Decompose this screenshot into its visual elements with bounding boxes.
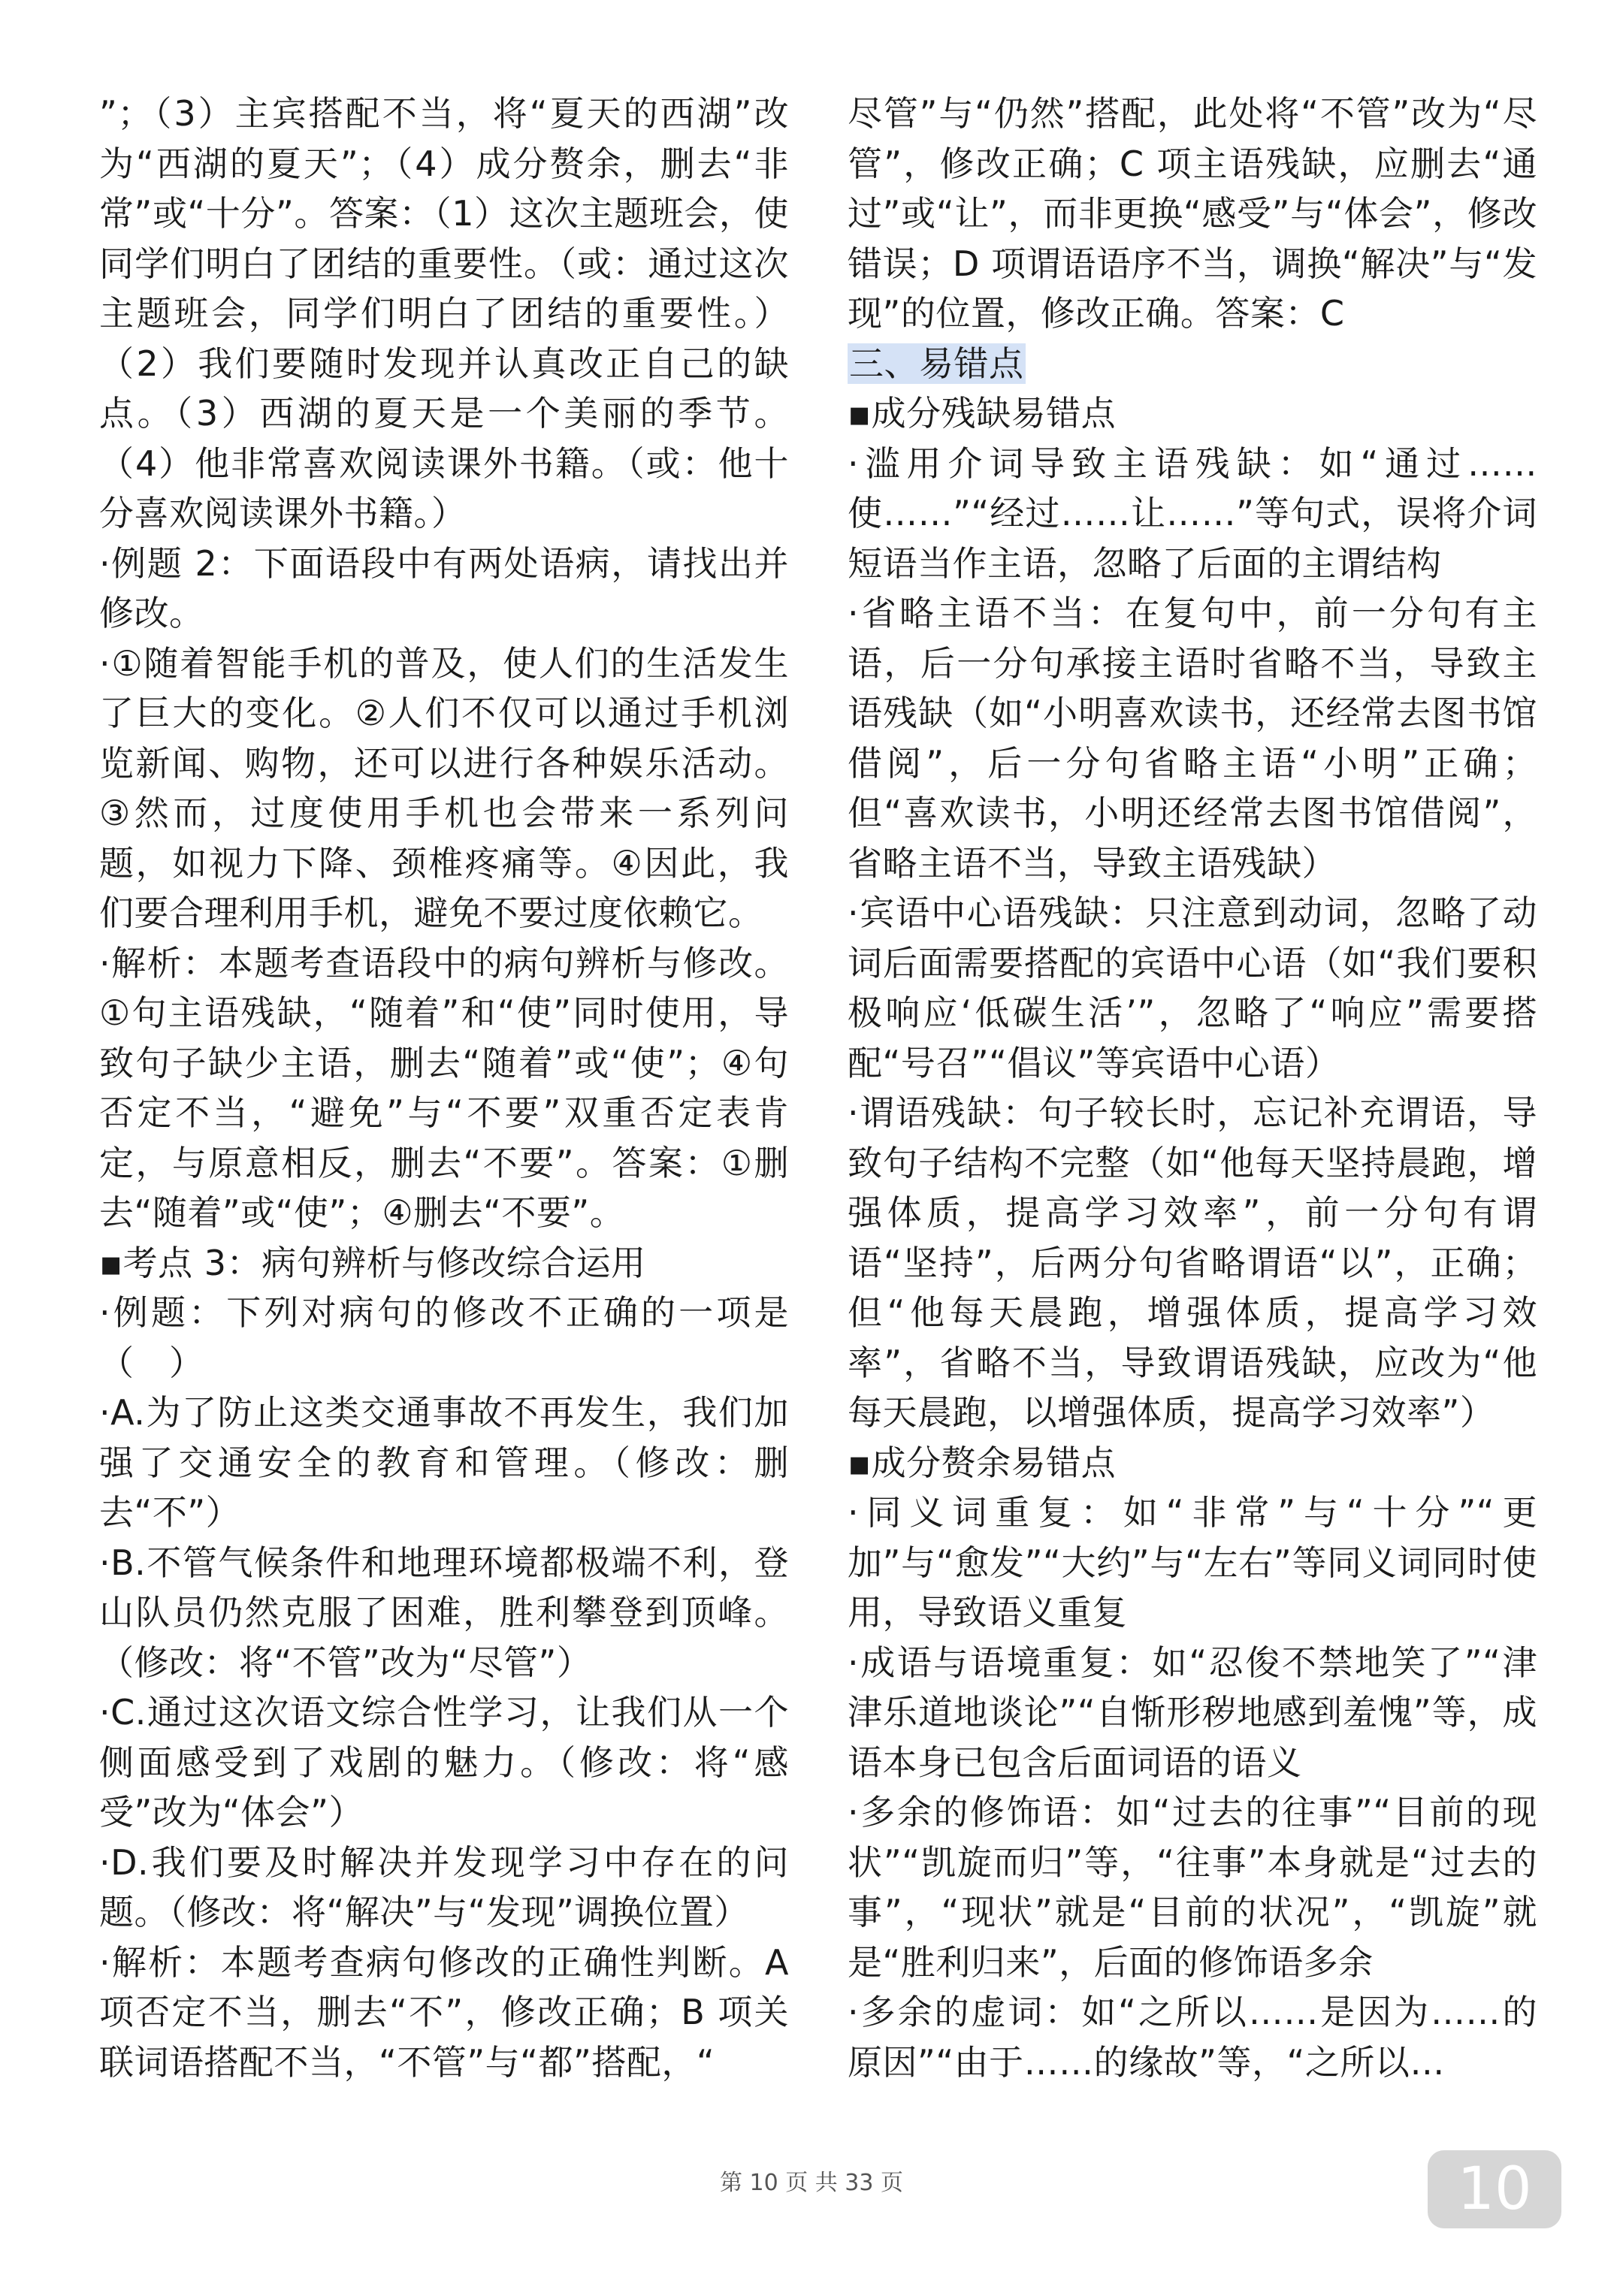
- paragraph: ·C.通过这次语文综合性学习，让我们从一个侧面感受到了戏剧的魅力。（修改：将“感受”改为“体会”）: [99, 1692, 789, 1832]
- paragraph: ·B.不管气候条件和地理环境都极端不利，登山队员仍然克服了困难，胜利攀登到顶峰。（修改：将“不管”改为“尽管”）: [99, 1542, 789, 1683]
- paragraph: ·谓语残缺：句子较长时，忘记补充谓语，导致句子结构不完整（如“他每天坚持晨跑，增强体质，提高学习效率”，前一分句有谓语“坚持”，后两分句省略谓语“以”，正确；但“他每天晨跑，增强体质，提高学习效率”，省略不当，导致谓语残缺，应改为“他每天晨跑，以增强体质，提高学习效率”）: [848, 1092, 1537, 1433]
- paragraph: ·滥用介词导致主语残缺：如“通过……使……”“经过……让……”等句式，误将介词短语当作主语，忽略了后面的主谓结构: [848, 443, 1537, 584]
- right-column: [848, 89, 1537, 2087]
- paragraph: ·A.为了防止这类交通事故不再发生，我们加强了交通安全的教育和管理。（修改：删去“不”）: [99, 1392, 789, 1533]
- paragraph: 尽管”与“仍然”搭配，此处将“不管”改为“尽管”，修改正确；C 项主语残缺，应删去“通过”或“让”，而非更换“感受”与“体会”，修改错误；D 项谓语语序不当，调换“解决”与“发现”的位置，修改正确。答案：C: [848, 93, 1537, 334]
- paragraph: ·多余的修饰语：如“过去的往事”“目前的现状”“凯旋而归”等，“往事”本身就是“过去的事”，“现状”就是“目前的状况”，“凯旋”就是“胜利归来”，后面的修饰语多余: [848, 1792, 1537, 1983]
- page-footer: 第 10 页 共 33 页: [719, 2170, 904, 2196]
- section-heading: ▪成分残缺易错点: [848, 393, 1117, 434]
- paragraph: ·解析：本题考查语段中的病句辨析与修改。①句主语残缺，“随着”和“使”同时使用，导致句子缺少主语，删去“随着”或“使”；④句否定不当，“避免”与“不要”双重否定表肯定，与原意相反，删去“不要”。答案：①删去“随着”或“使”；④删去“不要”。: [99, 942, 789, 1233]
- paragraph: ·①随着智能手机的普及，使人们的生活发生了巨大的变化。②人们不仅可以通过手机浏览新闻、购物，还可以进行各种娱乐活动。③然而，过度使用手机也会带来一系列问题，如视力下降、颈椎疼痛等。④因此，我们要合理利用手机，避免不要过度依赖它。: [99, 642, 789, 933]
- paragraph: ·例题：下列对病句的修改不正确的一项是（ ）: [99, 1292, 789, 1383]
- paragraph: ·成语与语境重复：如“忍俊不禁地笑了”“津津乐道地谈论”“自惭形秽地感到羞愧”等，成语本身已包含后面词语的语义: [848, 1642, 1537, 1783]
- section-title: 三、易错点: [849, 343, 1024, 384]
- section-heading: ▪成分赘余易错点: [848, 1442, 1117, 1483]
- paragraph: ·省略主语不当：在复句中，前一分句有主语，后一分句承接主语时省略不当，导致主语残缺（如“小明喜欢读书，还经常去图书馆借阅”，后一分句省略主语“小明”正确；但“喜欢读书，小明还经常去图书馆借阅”，省略主语不当，导致主语残缺）: [848, 593, 1537, 884]
- paragraph: ·多余的虚词：如“之所以……是因为……的原因”“由于……的缘故”等，“之所以…: [848, 1992, 1537, 2083]
- page-number-badge: 10: [1428, 2150, 1561, 2228]
- section-title-paragraph: [848, 339, 1537, 389]
- paragraph: ·D.我们要及时解决并发现学习中存在的问题。（修改：将“解决”与“发现”调换位置）: [99, 1841, 789, 1932]
- left-column: [99, 89, 789, 2087]
- paragraph: ·宾语中心语残缺：只注意到动词，忽略了动词后面需要搭配的宾语中心语（如“我们要积极响应‘低碳生活’”，忽略了“响应”需要搭配“号召”“倡议”等宾语中心语）: [848, 893, 1537, 1083]
- paragraph: ·例题 2：下面语段中有两处语病，请找出并修改。: [99, 542, 789, 633]
- paragraph: ·同义词重复：如“非常”与“十分”“更加”与“愈发”“大约”与“左右”等同义词同时使用，导致语义重复: [848, 1492, 1537, 1633]
- paragraph: ”；（3）主宾搭配不当，将“夏天的西湖”改为“西湖的夏天”；（4）成分赘余，删去“非常”或“十分”。答案：（1）这次主题班会，使同学们明白了团结的重要性。（或：通过这次主题班会，同学们明白了团结的重要性。）（2）我们要随时发现并认真改正自己的缺点。（3）西湖的夏天是一个美丽的季节。（4）他非常喜欢阅读课外书籍。（或：他十分喜欢阅读课外书籍。）: [99, 93, 789, 533]
- section-heading: ▪考点 3：病句辨析与修改综合运用: [99, 1242, 646, 1283]
- paragraph: ·解析：本题考查病句修改的正确性判断。A 项否定不当，删去“不”，修改正确；B 项关联词语搭配不当，“不管”与“都”搭配，“: [99, 1941, 789, 2083]
